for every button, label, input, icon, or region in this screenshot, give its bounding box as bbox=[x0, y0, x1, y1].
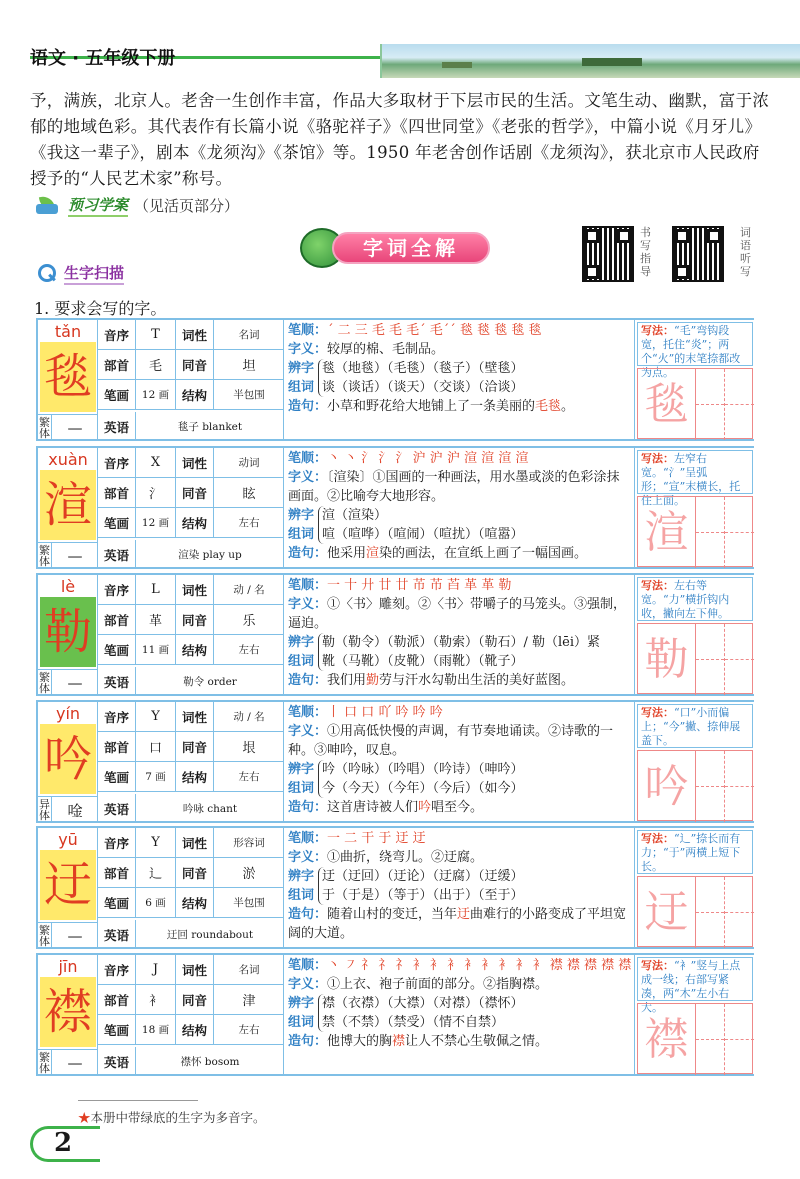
practice-cell[interactable] bbox=[725, 369, 754, 440]
traditional-label: 繁体 bbox=[39, 1051, 50, 1075]
traditional-label: 繁体 bbox=[39, 416, 50, 440]
traditional-label: 繁体 bbox=[39, 671, 50, 695]
writing-guide bbox=[634, 575, 754, 694]
traditional-value: 唫 bbox=[67, 801, 83, 820]
practice-cell[interactable] bbox=[696, 497, 725, 568]
radical-label: 部首 bbox=[98, 350, 136, 379]
sentence-end: 让人不禁心生敬佩之情。 bbox=[405, 1034, 549, 1049]
sentence-end: 唱至今。 bbox=[431, 800, 484, 815]
english-value: 渲染 play up bbox=[178, 549, 242, 561]
writing-guide bbox=[634, 448, 754, 567]
order-label: 音序 bbox=[98, 448, 136, 477]
footnote-text: 本册中带绿底的生字为多音字。 bbox=[90, 1110, 266, 1125]
ziyi-label: 字义： bbox=[288, 850, 328, 865]
zaoju-label: 造句： bbox=[288, 907, 328, 922]
zuci-label: 组词 bbox=[288, 781, 315, 796]
bishun-label: 笔顺： bbox=[288, 451, 328, 466]
writing-tip bbox=[637, 450, 753, 507]
traditional-label: 繁体 bbox=[39, 924, 50, 948]
strokes-value: 12 画 bbox=[136, 508, 176, 537]
word-group: 迂（迂回）（迂论）（迂腐）（迂缓） bbox=[322, 869, 524, 884]
ziyi-label: 字义： bbox=[288, 342, 328, 357]
pinyin: tǎn bbox=[54, 322, 82, 341]
header-photo bbox=[380, 44, 800, 78]
trace-character: 迂 bbox=[638, 877, 696, 948]
bianzi-label: 辨字 bbox=[288, 361, 315, 376]
bianzi-label: 辨字 bbox=[288, 635, 315, 650]
practice-cell[interactable] bbox=[696, 369, 725, 440]
meaning: ①曲折，绕弯儿。②迂腐。 bbox=[327, 850, 484, 865]
info-table bbox=[98, 955, 284, 1074]
pos-value: 动 / 名 bbox=[233, 711, 265, 723]
writing-tip bbox=[637, 830, 753, 874]
english-value: 襟怀 bosom bbox=[180, 1056, 240, 1068]
traditional-label: 繁体 bbox=[39, 544, 50, 568]
writing-tip-text: 左右等宽。“力”横折钩内收，撇向左下伸。 bbox=[641, 579, 730, 620]
info-table bbox=[98, 575, 284, 694]
homophone-value: 眩 bbox=[242, 487, 256, 502]
writing-tip bbox=[637, 957, 753, 1014]
detail-panel bbox=[284, 702, 634, 821]
radical-value: 口 bbox=[136, 732, 176, 761]
subsection-heading bbox=[36, 262, 124, 285]
pos-label: 词性 bbox=[176, 320, 214, 349]
structure-label: 结构 bbox=[176, 635, 214, 664]
pos-label: 词性 bbox=[176, 702, 214, 731]
traditional-row bbox=[38, 542, 98, 569]
stroke-order: 丨 口 口 吖 吟 吟 吟 bbox=[327, 705, 443, 720]
info-table bbox=[98, 702, 284, 821]
order-label: 音序 bbox=[98, 702, 136, 731]
pinyin: yū bbox=[58, 830, 78, 849]
order-value: Y bbox=[136, 702, 176, 731]
qr-code-dictation[interactable] bbox=[672, 226, 724, 282]
zaoju-label: 造句： bbox=[288, 399, 328, 414]
order-value: X bbox=[136, 448, 176, 477]
zaoju-label: 造句： bbox=[288, 1034, 328, 1049]
pos-label: 词性 bbox=[176, 575, 214, 604]
radical-label: 部首 bbox=[98, 858, 136, 887]
order-label: 音序 bbox=[98, 575, 136, 604]
bishun-label: 笔顺： bbox=[288, 323, 328, 338]
english-label: 英语 bbox=[98, 412, 136, 441]
structure-label: 结构 bbox=[176, 888, 214, 917]
footnote-rule bbox=[78, 1100, 198, 1101]
pos-label: 词性 bbox=[176, 448, 214, 477]
practice-cell[interactable] bbox=[696, 624, 725, 695]
sentence-highlight: 襟 bbox=[392, 1034, 406, 1049]
writing-tip-text: “毛”弯钩段宽，托住“炎”；两个“火”的末笔捺都改为点。 bbox=[641, 324, 741, 379]
zuci-label: 组词 bbox=[288, 888, 315, 903]
radical-value: 氵 bbox=[136, 478, 176, 507]
strokes-label: 笔画 bbox=[98, 508, 136, 537]
bishun-label: 笔顺： bbox=[288, 831, 328, 846]
trace-character: 襟 bbox=[638, 1004, 696, 1075]
radical-label: 部首 bbox=[98, 732, 136, 761]
traditional-value: — bbox=[67, 927, 83, 945]
radical-value: 辶 bbox=[136, 858, 176, 887]
order-label: 音序 bbox=[98, 320, 136, 349]
zaoju-label: 造句： bbox=[288, 546, 328, 561]
xiefa-label: 写法： bbox=[641, 579, 674, 592]
bishun-label: 笔顺： bbox=[288, 578, 328, 593]
traditional-row bbox=[38, 922, 98, 949]
detail-panel bbox=[284, 828, 634, 947]
detail-panel bbox=[284, 320, 634, 439]
preview-note: （见活页部分） bbox=[134, 196, 240, 215]
pinyin: jīn bbox=[58, 957, 78, 976]
pinyin: xuàn bbox=[48, 450, 88, 469]
main-character: 渲 bbox=[40, 470, 96, 540]
structure-label: 结构 bbox=[176, 380, 214, 409]
sentence-start: 我们用 bbox=[327, 673, 367, 688]
char-column bbox=[38, 955, 98, 1074]
xiefa-label: 写法： bbox=[641, 324, 674, 337]
meaning: ①上衣、袍子前面的部分。②指胸襟。 bbox=[327, 977, 549, 992]
character-card bbox=[36, 826, 754, 949]
homophone-label: 同音 bbox=[176, 732, 214, 761]
pos-label: 词性 bbox=[176, 828, 214, 857]
footnote bbox=[78, 1108, 266, 1126]
star-icon: ★ bbox=[78, 1110, 91, 1125]
preview-tag: 预习学案 bbox=[68, 194, 128, 217]
word-group: 谈（谈话）（谈天）（交谈）（洽谈） bbox=[322, 380, 524, 395]
word-group: 喧（喧哗）（喧闹）（喧扰）（喧嚣） bbox=[322, 527, 524, 542]
practice-cell[interactable] bbox=[725, 751, 754, 822]
order-value: L bbox=[136, 575, 176, 604]
bianzi-label: 辨字 bbox=[288, 869, 315, 884]
pos-value: 名词 bbox=[238, 329, 260, 341]
practice-grid[interactable] bbox=[637, 750, 753, 821]
homophone-label: 同音 bbox=[176, 858, 214, 887]
practice-grid[interactable] bbox=[637, 623, 753, 694]
zuci-label: 组词 bbox=[288, 380, 315, 395]
english-value: 毯子 blanket bbox=[177, 421, 243, 433]
xiefa-label: 写法： bbox=[641, 832, 674, 845]
homophone-label: 同音 bbox=[176, 985, 214, 1014]
sentence-highlight: 渲 bbox=[366, 546, 380, 561]
traditional-row bbox=[38, 414, 98, 441]
practice-cell[interactable] bbox=[696, 877, 725, 948]
structure-label: 结构 bbox=[176, 762, 214, 791]
page-header bbox=[0, 0, 800, 82]
character-card bbox=[36, 573, 754, 696]
word-group: 勒（勒令）（勒派）（勒索）（勒石）/ 勒（lēi）紧 bbox=[322, 635, 601, 650]
radical-label: 部首 bbox=[98, 605, 136, 634]
pos-value: 动词 bbox=[238, 457, 260, 469]
practice-cell[interactable] bbox=[725, 877, 754, 948]
order-value: T bbox=[136, 320, 176, 349]
homophone-value: 坦 bbox=[242, 359, 256, 374]
bishun-label: 笔顺： bbox=[288, 958, 328, 973]
meaning: 〔渲染〕①国画的一种画法，用水墨或淡的色彩涂抹画面。②比喻夸大地形容。 bbox=[288, 470, 620, 504]
english-label: 英语 bbox=[98, 1047, 136, 1076]
homophone-value: 淤 bbox=[242, 867, 256, 882]
stroke-order: 一 十 廾 廿 廿 芇 芇 苩 革 革 勒 bbox=[327, 578, 512, 593]
practice-cell[interactable] bbox=[696, 1004, 725, 1075]
zaoju-label: 造句： bbox=[288, 673, 328, 688]
english-label: 英语 bbox=[98, 920, 136, 949]
writing-guide bbox=[634, 320, 754, 439]
english-value: 迂回 roundabout bbox=[166, 929, 254, 941]
word-group: 今（今天）（今年）（今后）（如今） bbox=[322, 781, 524, 796]
structure-label: 结构 bbox=[176, 508, 214, 537]
xiefa-label: 写法： bbox=[641, 452, 674, 465]
requirement-text: 1. 要求会写的字。 bbox=[34, 299, 167, 318]
info-table bbox=[98, 448, 284, 567]
qr-label-dictation: 词语听写 bbox=[740, 226, 751, 278]
ziyi-label: 字义： bbox=[288, 597, 328, 612]
order-label: 音序 bbox=[98, 828, 136, 857]
structure-value: 半包围 bbox=[233, 389, 265, 401]
sentence-start: 小草和野花给大地铺上了一条美丽的 bbox=[327, 399, 536, 414]
strokes-value: 18 画 bbox=[136, 1015, 176, 1044]
structure-value: 左右 bbox=[238, 517, 260, 529]
homophone-value: 津 bbox=[242, 994, 256, 1009]
word-group: 禁（不禁）（禁受）（情不自禁） bbox=[322, 1015, 505, 1030]
bianzi-label: 辨字 bbox=[288, 996, 315, 1011]
writing-tip bbox=[637, 577, 753, 621]
english-label: 英语 bbox=[98, 794, 136, 823]
zuci-label: 组词 bbox=[288, 1015, 315, 1030]
structure-value: 左右 bbox=[238, 644, 260, 656]
strokes-label: 笔画 bbox=[98, 888, 136, 917]
bianzi-label: 辨字 bbox=[288, 762, 315, 777]
book-title: 语文 · 五年级下册 bbox=[30, 48, 176, 69]
order-value: Y bbox=[136, 828, 176, 857]
leaf-icon bbox=[36, 194, 62, 216]
radical-value: 毛 bbox=[136, 350, 176, 379]
stroke-order: 丶 ㇇ 礻 礻 礻 衤 衤 衤 衤 衤 衤 衤 衤 襟 襟 襟 襟 襟 bbox=[327, 958, 632, 973]
main-character: 毯 bbox=[40, 342, 96, 412]
bishun-label: 笔顺： bbox=[288, 705, 328, 720]
sentence-start: 这首唐诗被人们 bbox=[327, 800, 419, 815]
writing-tip-text: “口”小而偏上；“今”撇、捺伸展盖下。 bbox=[641, 706, 741, 747]
practice-grid[interactable] bbox=[637, 496, 753, 567]
radical-label: 部首 bbox=[98, 985, 136, 1014]
sentence-start: 他博大的胸 bbox=[327, 1034, 393, 1049]
main-character: 迂 bbox=[40, 850, 96, 920]
page-number: 2 bbox=[54, 1128, 73, 1158]
radical-value: 衤 bbox=[136, 985, 176, 1014]
trace-character: 吟 bbox=[638, 751, 696, 822]
detail-panel bbox=[284, 448, 634, 567]
zuci-label: 组词 bbox=[288, 527, 315, 542]
detail-panel bbox=[284, 575, 634, 694]
practice-cell[interactable] bbox=[725, 497, 754, 568]
qr-code-writing[interactable] bbox=[582, 226, 634, 282]
trace-character: 渲 bbox=[638, 497, 696, 568]
structure-value: 左右 bbox=[238, 771, 260, 783]
sentence-highlight: 迂 bbox=[457, 907, 471, 922]
main-character: 襟 bbox=[40, 977, 96, 1047]
practice-grid[interactable] bbox=[637, 368, 753, 439]
sentence-end: 曲难行的小路变成了平坦宽阔的大道。 bbox=[288, 907, 627, 941]
bianzi-label: 辨字 bbox=[288, 508, 315, 523]
banner-title: 字词全解 bbox=[332, 232, 490, 264]
pinyin: yín bbox=[55, 704, 81, 723]
main-character: 吟 bbox=[40, 724, 96, 794]
homophone-label: 同音 bbox=[176, 350, 214, 379]
traditional-value: — bbox=[67, 674, 83, 692]
traditional-value: — bbox=[67, 1054, 83, 1072]
word-group: 于（于是）（等于）（出于）（至于） bbox=[322, 888, 524, 903]
sentence-start: 随着山村的变迁，当年 bbox=[327, 907, 458, 922]
radical-label: 部首 bbox=[98, 478, 136, 507]
radical-value: 革 bbox=[136, 605, 176, 634]
english-label: 英语 bbox=[98, 667, 136, 696]
traditional-value: — bbox=[67, 547, 83, 565]
traditional-label: 异体 bbox=[39, 798, 50, 822]
info-table bbox=[98, 320, 284, 439]
zaoju-label: 造句： bbox=[288, 800, 328, 815]
practice-cell[interactable] bbox=[725, 624, 754, 695]
strokes-label: 笔画 bbox=[98, 380, 136, 409]
info-table bbox=[98, 828, 284, 947]
meaning: ①用高低快慢的声调，有节奏地诵读。②诗歌的一种。③呻吟，叹息。 bbox=[288, 724, 614, 758]
sentence-highlight: 吟 bbox=[418, 800, 432, 815]
writing-tip-text: “辶”捺长而有力；“于”两横上短下长。 bbox=[641, 832, 741, 873]
strokes-label: 笔画 bbox=[98, 635, 136, 664]
magnifier-icon bbox=[36, 264, 58, 284]
order-value: J bbox=[136, 955, 176, 984]
page-number-badge bbox=[30, 1126, 100, 1162]
character-card bbox=[36, 700, 754, 823]
qr-label-writing: 书写指导 bbox=[640, 226, 651, 278]
word-group: 渲（渲染） bbox=[322, 508, 388, 523]
strokes-value: 6 画 bbox=[136, 888, 176, 917]
ziyi-label: 字义： bbox=[288, 724, 328, 739]
structure-value: 半包围 bbox=[233, 897, 265, 909]
xiefa-label: 写法： bbox=[641, 959, 674, 972]
ziyi-label: 字义： bbox=[288, 470, 328, 485]
pinyin: lè bbox=[60, 577, 76, 596]
word-group: 毯（地毯）（毛毯）（毯子）（壁毯） bbox=[322, 361, 524, 376]
structure-value: 左右 bbox=[238, 1024, 260, 1036]
char-column bbox=[38, 320, 98, 439]
section-banner bbox=[300, 228, 490, 268]
writing-tip bbox=[637, 322, 753, 379]
detail-panel bbox=[284, 955, 634, 1074]
subsection-title: 生字扫描 bbox=[64, 262, 124, 285]
writing-tip bbox=[637, 704, 753, 748]
word-group: 靴（马靴）（皮靴）（雨靴）（靴子） bbox=[322, 654, 524, 669]
pos-label: 词性 bbox=[176, 955, 214, 984]
structure-label: 结构 bbox=[176, 1015, 214, 1044]
traditional-row bbox=[38, 669, 98, 696]
traditional-value: — bbox=[67, 419, 83, 437]
stroke-order: 丶 丶 氵 氵 氵 沪 沪 沪 渲 渲 渲 渲 bbox=[327, 451, 529, 466]
writing-guide bbox=[634, 828, 754, 947]
ziyi-label: 字义： bbox=[288, 977, 328, 992]
writing-guide bbox=[634, 702, 754, 821]
char-column bbox=[38, 575, 98, 694]
english-label: 英语 bbox=[98, 540, 136, 569]
practice-cell[interactable] bbox=[725, 1004, 754, 1075]
trace-character: 勒 bbox=[638, 624, 696, 695]
pos-value: 形容词 bbox=[233, 837, 265, 849]
stroke-order: 一 二 干 于 迂 迂 bbox=[327, 831, 426, 846]
sentence-highlight: 毛毯 bbox=[535, 399, 562, 414]
char-column bbox=[38, 448, 98, 567]
strokes-value: 11 画 bbox=[136, 635, 176, 664]
character-card bbox=[36, 953, 754, 1076]
strokes-label: 笔画 bbox=[98, 1015, 136, 1044]
xiefa-label: 写法： bbox=[641, 706, 674, 719]
practice-grid[interactable] bbox=[637, 876, 753, 947]
sentence-end: 染的画法，在宣纸上画了一幅国画。 bbox=[379, 546, 588, 561]
intro-paragraph: 予，满族，北京人。老舍一生创作丰富，作品大多取材于下层市民的生活。文笔生动、幽默，富于浓郁的地域色彩。其代表作有长篇小说《骆驼祥子》《四世同堂》《老张的哲学》，中篇小说《月牙儿》《我这一辈子》，剧本《龙须沟》《茶馆》等。1950 年老舍创作话剧《龙须沟》，获北京市人民政府授予的“人民艺术家”称号。 bbox=[30, 91, 770, 188]
sentence-highlight: 勤 bbox=[366, 673, 380, 688]
preview-section bbox=[36, 192, 239, 218]
traditional-row bbox=[38, 796, 98, 823]
character-card bbox=[36, 318, 754, 441]
strokes-value: 7 画 bbox=[136, 762, 176, 791]
practice-cell[interactable] bbox=[696, 751, 725, 822]
sentence-start: 他采用 bbox=[327, 546, 367, 561]
writing-tip-text: “衤”竖与上点成一线；右部写紧凑，两“木”左小右大。 bbox=[641, 959, 741, 1014]
zuci-label: 组词 bbox=[288, 654, 315, 669]
trace-character: 毯 bbox=[638, 369, 696, 440]
writing-guide bbox=[634, 955, 754, 1074]
sentence-end: 。 bbox=[561, 399, 575, 414]
meaning: 较厚的棉、毛制品。 bbox=[327, 342, 445, 357]
character-card bbox=[36, 446, 754, 569]
pos-value: 名词 bbox=[238, 964, 260, 976]
writing-tip-text: 左窄右宽。“氵”呈弧形；“宣”末横长，托住上面。 bbox=[641, 452, 741, 507]
word-group: 襟（衣襟）（大襟）（对襟）（襟怀） bbox=[322, 996, 524, 1011]
stroke-order: ˊ 二 三 毛 毛 毛ˊ 毛ˊˊ 毯 毯 毯 毯 毯 bbox=[327, 323, 542, 338]
homophone-value: 乐 bbox=[242, 614, 256, 629]
pos-value: 动 / 名 bbox=[233, 584, 265, 596]
strokes-value: 12 画 bbox=[136, 380, 176, 409]
english-value: 吟咏 chant bbox=[182, 803, 238, 815]
english-value: 勒令 order bbox=[183, 676, 237, 688]
strokes-label: 笔画 bbox=[98, 762, 136, 791]
traditional-row bbox=[38, 1049, 98, 1076]
char-column bbox=[38, 702, 98, 821]
main-character: 勒 bbox=[40, 597, 96, 667]
meaning: ①〈书〉雕刻。②〈书〉带嚼子的马笼头。③强制，逼迫。 bbox=[288, 597, 627, 631]
order-label: 音序 bbox=[98, 955, 136, 984]
homophone-label: 同音 bbox=[176, 605, 214, 634]
homophone-value: 垠 bbox=[242, 741, 256, 756]
sentence-end: 劳与汗水勾勒出生活的美好蓝图。 bbox=[379, 673, 575, 688]
word-group: 吟（吟咏）（吟唱）（吟诗）（呻吟） bbox=[322, 762, 524, 777]
char-column bbox=[38, 828, 98, 947]
homophone-label: 同音 bbox=[176, 478, 214, 507]
practice-grid[interactable] bbox=[637, 1003, 753, 1074]
